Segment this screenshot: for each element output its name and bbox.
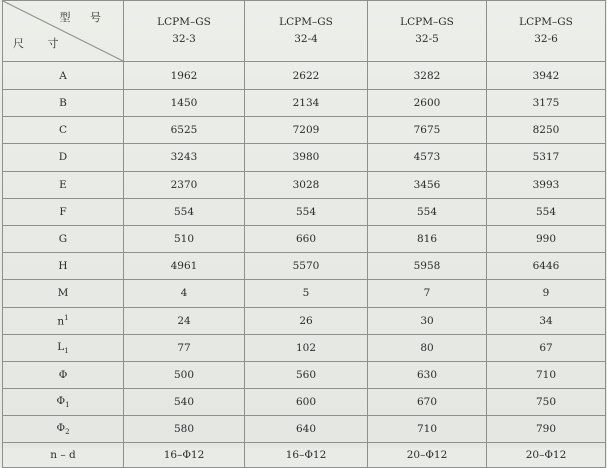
- row-label: D: [58, 151, 68, 164]
- value-cell: 16–Φ12: [245, 443, 368, 468]
- value-cell: 710: [487, 361, 606, 388]
- value-cell: 554: [245, 198, 368, 225]
- row-label: C: [58, 124, 68, 137]
- value-cell: 4961: [124, 253, 245, 280]
- value-cell: 4: [124, 280, 245, 307]
- value-cell: 554: [487, 198, 606, 225]
- table-row: [3, 416, 606, 443]
- value-cell: 640: [245, 416, 368, 443]
- row-label-cell: [3, 307, 124, 334]
- value-cell: 630: [368, 361, 487, 388]
- value-cell: 5317: [487, 144, 606, 171]
- table-body: [3, 62, 606, 468]
- value-cell: 554: [368, 198, 487, 225]
- row-label: Φ: [56, 395, 66, 408]
- row-label: M: [57, 287, 69, 300]
- value-cell: 3993: [487, 171, 606, 198]
- value-cell: 16–Φ12: [124, 443, 245, 468]
- table-row: [3, 443, 606, 468]
- model-code: 32-5: [415, 33, 439, 45]
- value-cell: 4573: [368, 144, 487, 171]
- value-cell: 6525: [124, 117, 245, 144]
- table-row: [3, 334, 606, 361]
- value-cell: 3942: [487, 62, 606, 90]
- value-cell: 3243: [124, 144, 245, 171]
- table-row: [3, 198, 606, 225]
- value-cell: 7209: [245, 117, 368, 144]
- value-cell: 1962: [124, 62, 245, 90]
- value-cell: 660: [245, 225, 368, 252]
- table-row: [3, 117, 606, 144]
- model-name: LCPM–GS: [157, 16, 211, 28]
- model-heading: 型 号: [59, 11, 109, 24]
- value-cell: 750: [487, 389, 606, 416]
- value-cell: 554: [124, 198, 245, 225]
- value-cell: 1450: [124, 90, 245, 117]
- value-cell: 20–Φ12: [368, 443, 487, 468]
- model-code: 32-6: [534, 33, 558, 45]
- row-label: n – d: [50, 449, 76, 462]
- table-row: [3, 225, 606, 252]
- table-header-row: [3, 1, 606, 62]
- model-name: LCPM–GS: [279, 16, 333, 28]
- table-row: [3, 144, 606, 171]
- value-cell: 790: [487, 416, 606, 443]
- row-label: G: [58, 233, 68, 246]
- model-header-cell: [487, 1, 606, 62]
- value-cell: 26: [245, 307, 368, 334]
- row-label: E: [59, 178, 67, 191]
- value-cell: 2600: [368, 90, 487, 117]
- row-label-subscript: 1: [64, 346, 69, 355]
- row-label-cell: [3, 117, 124, 144]
- value-cell: 3282: [368, 62, 487, 90]
- table-row: [3, 62, 606, 90]
- value-cell: 7675: [368, 117, 487, 144]
- value-cell: 816: [368, 225, 487, 252]
- row-label-cell: [3, 144, 124, 171]
- table-row: [3, 253, 606, 280]
- value-cell: 102: [245, 334, 368, 361]
- row-label-cell: [3, 389, 124, 416]
- row-label: A: [59, 69, 67, 82]
- dimension-heading: 尺 寸: [13, 37, 69, 50]
- value-cell: 2134: [245, 90, 368, 117]
- table-row: [3, 171, 606, 198]
- value-cell: 77: [124, 334, 245, 361]
- value-cell: 2622: [245, 62, 368, 90]
- row-label-subscript: 2: [65, 428, 70, 437]
- row-label-subscript: 1: [65, 401, 70, 410]
- value-cell: 67: [487, 334, 606, 361]
- value-cell: 710: [368, 416, 487, 443]
- value-cell: 3175: [487, 90, 606, 117]
- model-header-cell: [124, 1, 245, 62]
- table-row: [3, 90, 606, 117]
- value-cell: 580: [124, 416, 245, 443]
- value-cell: 9: [487, 280, 606, 307]
- value-cell: 34: [487, 307, 606, 334]
- row-label-cell: [3, 171, 124, 198]
- row-label: B: [59, 97, 67, 110]
- value-cell: 80: [368, 334, 487, 361]
- model-name: LCPM–GS: [519, 16, 573, 28]
- row-label-cell: [3, 198, 124, 225]
- value-cell: 6446: [487, 253, 606, 280]
- model-code: 32-3: [172, 33, 196, 45]
- value-cell: 560: [245, 361, 368, 388]
- value-cell: 8250: [487, 117, 606, 144]
- value-cell: 3028: [245, 171, 368, 198]
- value-cell: 3980: [245, 144, 368, 171]
- value-cell: 3456: [368, 171, 487, 198]
- dimension-table: [2, 0, 606, 468]
- row-label-cell: [3, 90, 124, 117]
- row-label-cell: [3, 361, 124, 388]
- value-cell: 990: [487, 225, 606, 252]
- row-label: L: [57, 340, 65, 353]
- value-cell: 2370: [124, 171, 245, 198]
- value-cell: 540: [124, 389, 245, 416]
- row-label-cell: [3, 280, 124, 307]
- value-cell: 670: [368, 389, 487, 416]
- row-label-cell: [3, 253, 124, 280]
- row-label: Φ: [58, 368, 68, 381]
- model-header-cell: [245, 1, 368, 62]
- row-label-superscript: 1: [64, 313, 69, 322]
- model-header-cell: [368, 1, 487, 62]
- model-name: LCPM–GS: [400, 16, 454, 28]
- row-label-cell: [3, 416, 124, 443]
- row-label: Φ: [56, 422, 66, 435]
- corner-header-cell: [3, 1, 124, 62]
- table-row: [3, 389, 606, 416]
- table-row: [3, 361, 606, 388]
- row-label: n: [57, 315, 65, 328]
- value-cell: 20–Φ12: [487, 443, 606, 468]
- value-cell: 7: [368, 280, 487, 307]
- model-code: 32-4: [294, 33, 318, 45]
- row-label: H: [58, 260, 68, 273]
- row-label: F: [59, 205, 67, 218]
- row-label-cell: [3, 225, 124, 252]
- row-label-cell: [3, 443, 124, 468]
- value-cell: 500: [124, 361, 245, 388]
- table-row: [3, 307, 606, 334]
- row-label-cell: [3, 334, 124, 361]
- table-row: [3, 280, 606, 307]
- value-cell: 5570: [245, 253, 368, 280]
- value-cell: 600: [245, 389, 368, 416]
- row-label-cell: [3, 62, 124, 90]
- value-cell: 510: [124, 225, 245, 252]
- value-cell: 5958: [368, 253, 487, 280]
- value-cell: 30: [368, 307, 487, 334]
- value-cell: 5: [245, 280, 368, 307]
- value-cell: 24: [124, 307, 245, 334]
